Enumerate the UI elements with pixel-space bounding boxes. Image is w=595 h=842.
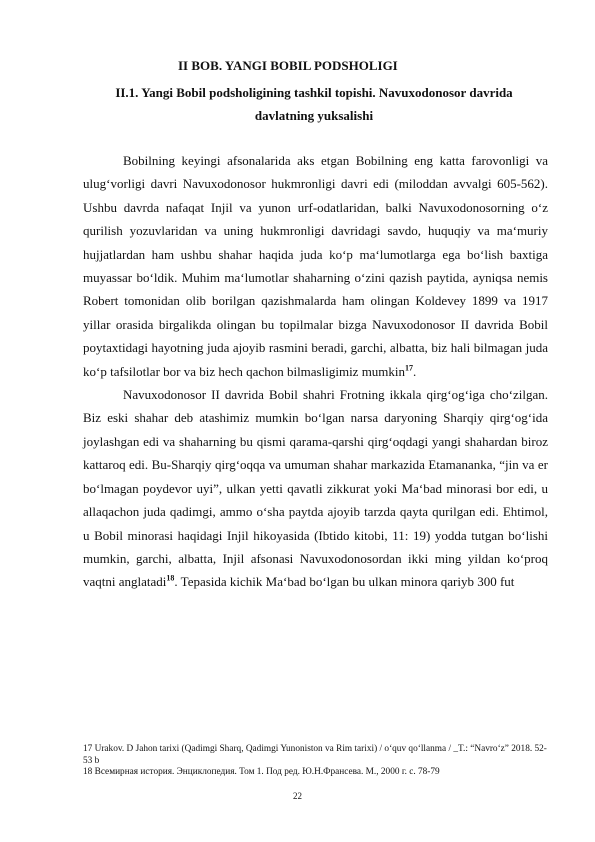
paragraph-text: Navuxodonosor II davrida Bobil shahri Frotning ikkala qirg‘og‘iga cho‘zilgan. Biz eski shahar deb atashimiz mumkin bo‘lgan narsa daryoning Sharqiy qirg‘og‘ida joylashgan edi va shaharning bu qismi qarama-qarshi qirg‘oqdagi yangi shahardan biroz kattaroq edi. Bu-Sharqiy qirg‘oqqa va umuman shahar markazida Etamananka, “jin va er bo‘lmagan poydevor uyi”, ulkan yetti qavatli zikkurat yoki Ma‘bad minorasi bor edi, u allaqachon juda qadimgi, ammo o‘sha paytda ajoyib tarzda qayta qurilgan edi. Ehtimol, u Bobil minorasi haqidagi Injil hikoyasida (Ibtido kitobi, 11: 19) yodda tutgan bo‘lishi mumkin, garchi, albatta, Injil afsonasi Navuxodonosordan ikki ming yildan ko‘proq vaqtni anglatadi	[83, 387, 548, 590]
footnote: 17 Urakov. D Jahon tarixi (Qadimgi Sharq, Qadimgi Yunoniston va Rim tarixi) / o‘quv qo‘llanma / _T.: “Navro‘z” 2018. 52-53 b	[83, 744, 547, 766]
footnotes	[83, 744, 555, 779]
section-title: II.1. Yangi Bobil podsholigining tashkil topishi. Navuxodonosor davrida davlatning yuksalishi	[115, 85, 513, 123]
footnote-ref: 17	[405, 363, 414, 373]
footnote-ref: 18	[166, 573, 175, 583]
chapter-title: II BOB. YANGI BOBIL PODSHOLIGI	[178, 58, 398, 73]
paragraph	[83, 383, 548, 594]
paragraph-text: Bobilning keyingi afsonalarida aks etgan Bobilning eng katta farovonligi va ulug‘vorligi davri Navuxodonosor hukmronligi davri edi (miloddan avvalgi 605-562). Ushbu davrda nafaqat Injil va yunon urf-odatlaridan, balki Navuxodonosorning o‘z qurilish yozuvlaridan va uning hukmronligi davridagi savdo, huquqiy va ma‘muriy hujjatlardan ham ushbu shahar haqida juda ko‘p ma‘lumotlarga ega bo‘lish baxtiga muyassar bo‘ldik. Muhim ma‘lumotlar shaharning o‘zini qazish paytida, ayniqsa nemis Robert tomonidan olib borilgan qazishmalarda ham olingan Koldevey 1899 va 1917 yillar orasida birgalikda olingan bu topilmalar bizga Navuxodonosor II davrida Bobil poytaxtidagi hayotning juda ajoyib rasmini beradi, garchi, albatta, biz hali bilmagan juda ko‘p tafsilotlar bor va biz hech qachon bilmasligimiz mumkin	[83, 153, 548, 379]
page-number: 22	[293, 791, 302, 801]
paragraph-end: . Tepasida kichik Ma‘bad bo‘lgan bu ulkan minora qariyb 300 fut	[174, 574, 515, 590]
paragraph	[83, 149, 548, 383]
footnote: 18 Всемирная история. Энциклопедия. Том 1. Под ред. Ю.Н.Франсева. М., 2000 г. с. 78-79	[83, 767, 440, 777]
paragraph-end: .	[413, 363, 417, 379]
body-text	[83, 149, 548, 594]
